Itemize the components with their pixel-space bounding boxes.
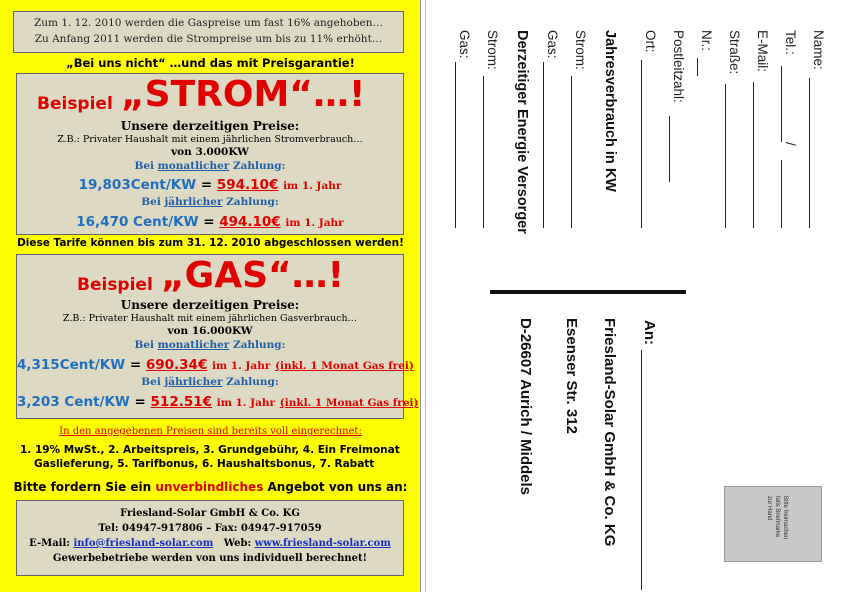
gas-yearly-price: 3,203 Cent/KW = 512.51€ im 1. Jahr (inkl. 1 Monat Gas frei) bbox=[17, 394, 419, 410]
field-email-line[interactable] bbox=[753, 82, 754, 228]
field-tel-prefix-line[interactable] bbox=[781, 66, 782, 142]
gas-panel bbox=[16, 254, 419, 419]
price-increase-notice bbox=[13, 11, 404, 53]
strom-yearly-price: 16,470 Cent/KW = 494.10€ im 1. Jahr bbox=[76, 214, 344, 230]
consumption-strom-line[interactable] bbox=[571, 76, 572, 228]
power-increase-line: Zu Anfang 2011 werden die Strompreise um bis zu 11% erhöht… bbox=[34, 33, 383, 45]
contact-web-line: E-Mail: info@friesland-solar.com Web: www.friesland-solar.com bbox=[29, 538, 391, 549]
consumption-gas-label: Gas: bbox=[545, 30, 560, 59]
current-supplier-heading: Derzeitiger Energie Versorger bbox=[514, 30, 530, 234]
offer-request: Bitte fordern Sie ein unverbindliches Angebot von uns an: bbox=[13, 480, 408, 494]
strom-yearly-label: Bei jährlicher Zahlung: bbox=[141, 196, 279, 208]
strom-example-desc: Z.B.: Privater Haushalt mit einem jährlichen Stromverbrauch… bbox=[57, 134, 363, 145]
address-city: D-26607 Aurich / Middels bbox=[517, 318, 534, 495]
field-plz-line[interactable] bbox=[669, 116, 670, 182]
contact-phone: Tel: 04947-917806 – Fax: 04947-917059 bbox=[98, 523, 322, 534]
contact-box bbox=[16, 500, 404, 576]
section-divider bbox=[490, 290, 686, 294]
gas-yearly-year: im 1. Jahr bbox=[216, 397, 276, 409]
supplier-gas-label: Gas: bbox=[457, 30, 472, 59]
gas-monthly-total: 690.34€ bbox=[145, 357, 208, 373]
field-name-line[interactable] bbox=[809, 78, 810, 228]
field-name-label: Name: bbox=[811, 30, 826, 70]
strom-panel bbox=[16, 73, 404, 235]
strom-title: „STROM“…! bbox=[121, 74, 366, 115]
field-street-line[interactable] bbox=[725, 84, 726, 228]
stamp-text: Bitte freimachen falls Briefmarke zur Hand bbox=[766, 496, 788, 540]
email-link[interactable]: info@friesland-solar.com bbox=[73, 538, 214, 549]
annual-consumption-heading: Jahresverbrauch in KW bbox=[602, 30, 618, 192]
field-nr-line[interactable] bbox=[697, 58, 698, 76]
gas-monthly-label: Bei monatlicher Zahlung: bbox=[134, 339, 286, 351]
gas-yearly-extra: (inkl. 1 Monat Gas frei) bbox=[279, 397, 419, 409]
field-email-label: E-Mail: bbox=[755, 30, 770, 73]
tariff-deadline: Diese Tarife können bis zum 31. 12. 2010 abgeschlossen werden! bbox=[17, 237, 404, 249]
address-to-label: An: bbox=[641, 320, 658, 345]
strom-current-prices: Unsere derzeitigen Preise: bbox=[120, 119, 300, 133]
gas-monthly-rate: 4,315Cent/KW bbox=[17, 357, 126, 373]
gas-beispiel-label: Beispiel bbox=[77, 275, 153, 295]
strom-monthly-total: 594.10€ bbox=[216, 177, 279, 193]
field-tel-label: Tel.: bbox=[783, 30, 798, 55]
gas-example-desc: Z.B.: Privater Haushalt mit einem jährlichen Gasverbrauch… bbox=[62, 313, 358, 324]
strom-consumption: von 3.000KW bbox=[171, 146, 249, 158]
gas-title: „GAS“…! bbox=[161, 255, 345, 296]
included-heading: In den angegebenen Preisen sind bereits voll eingerechnet: bbox=[59, 426, 362, 437]
contact-company: Friesland-Solar GmbH & Co. KG bbox=[120, 508, 300, 519]
gas-yearly-label: Bei jährlicher Zahlung: bbox=[141, 376, 279, 388]
gas-increase-line: Zum 1. 12. 2010 werden die Gaspreise um fast 16% angehoben… bbox=[33, 17, 384, 29]
supplier-strom-label: Strom: bbox=[485, 30, 500, 70]
field-plz-label: Postleitzahl: bbox=[671, 30, 686, 103]
supplier-strom-line[interactable] bbox=[483, 76, 484, 228]
consumption-gas-line[interactable] bbox=[543, 62, 544, 228]
strom-monthly-rate: 19,803Cent/KW bbox=[78, 177, 197, 193]
strom-monthly-label: Bei monatlicher Zahlung: bbox=[134, 160, 286, 172]
strom-monthly-year: im 1. Jahr bbox=[283, 180, 342, 192]
included-line-2: Gaslieferung, 5. Tarifbonus, 6. Haushaltsbonus, 7. Rabatt bbox=[34, 458, 375, 470]
strom-yearly-year: im 1. Jahr bbox=[285, 217, 344, 229]
included-line-1: 1. 19% MwSt., 2. Arbeitspreis, 3. Grundgebühr, 4. Ein Freimonat bbox=[20, 444, 400, 456]
address-company: Friesland-Solar GmbH & Co. KG bbox=[601, 318, 618, 547]
strom-beispiel-label: Beispiel bbox=[37, 94, 113, 114]
gas-current-prices: Unsere derzeitigen Preise: bbox=[120, 298, 300, 312]
field-ort-label: Ort: bbox=[643, 30, 658, 53]
cta-highlight: unverbindliches bbox=[155, 480, 264, 494]
business-note: Gewerbebetriebe werden von uns individuell berechnet! bbox=[52, 553, 368, 564]
strom-monthly-price: 19,803Cent/KW = 594.10€ im 1. Jahr bbox=[78, 177, 342, 193]
gas-monthly-price: 4,315Cent/KW = 690.34€ im 1. Jahr (inkl. 1 Monat Gas frei) bbox=[17, 357, 414, 373]
flyer-panel bbox=[0, 0, 421, 592]
strom-yearly-total: 494.10€ bbox=[219, 214, 281, 230]
gas-consumption: von 16.000KW bbox=[167, 325, 253, 337]
website-link[interactable]: www.friesland-solar.com bbox=[254, 538, 391, 549]
address-line bbox=[641, 350, 642, 590]
gas-monthly-year: im 1. Jahr bbox=[212, 360, 271, 372]
slogan: „Bei uns nicht“ …und das mit Preisgarantie! bbox=[66, 56, 355, 70]
field-tel-number-line[interactable] bbox=[781, 160, 782, 228]
field-street-label: Straße: bbox=[727, 30, 742, 75]
strom-yearly-rate: 16,470 Cent/KW bbox=[76, 214, 199, 230]
tel-slash: / bbox=[783, 142, 798, 146]
field-nr-label: Nr.: bbox=[699, 30, 714, 52]
gas-yearly-rate: 3,203 Cent/KW bbox=[17, 394, 130, 410]
consumption-strom-label: Strom: bbox=[573, 30, 588, 70]
gas-monthly-extra: (inkl. 1 Monat Gas frei) bbox=[275, 360, 414, 372]
field-ort-line[interactable] bbox=[641, 60, 642, 228]
gas-yearly-total: 512.51€ bbox=[150, 394, 213, 410]
included-list bbox=[20, 443, 410, 471]
supplier-gas-line[interactable] bbox=[455, 62, 456, 228]
address-street: Esenser Str. 312 bbox=[563, 318, 580, 434]
